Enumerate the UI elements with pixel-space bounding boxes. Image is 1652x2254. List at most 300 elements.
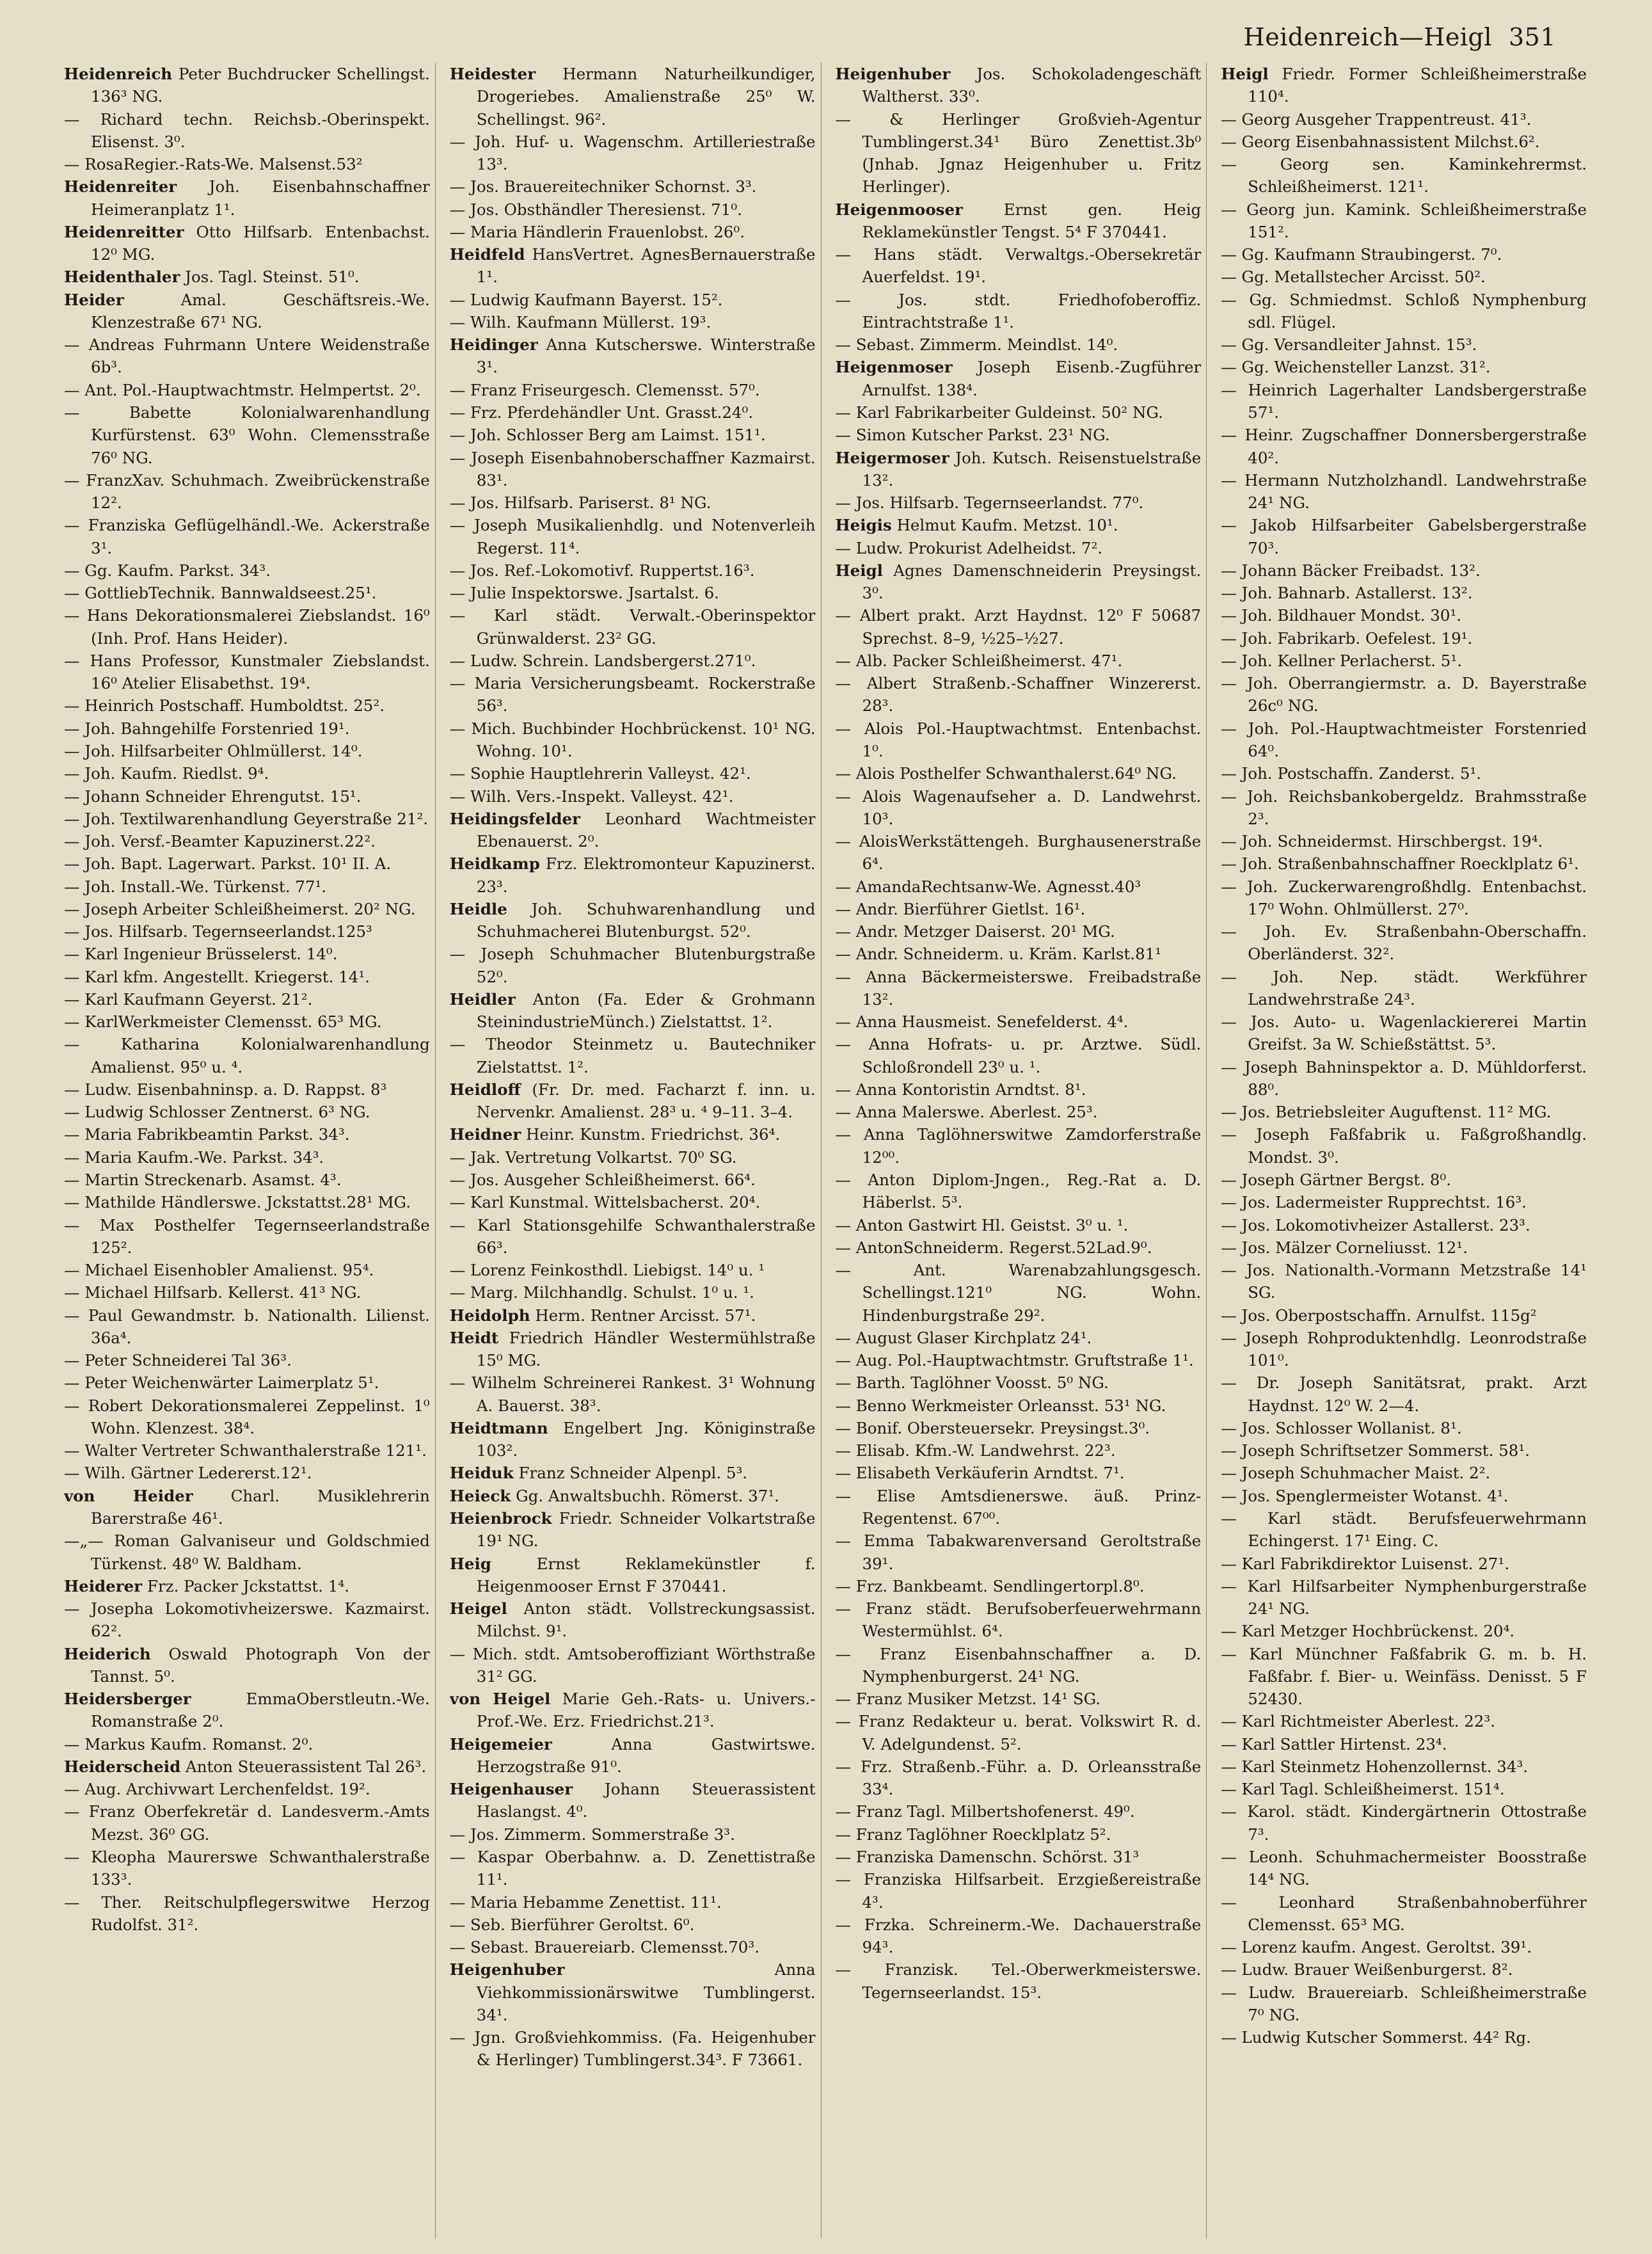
entry-surname: Heidenthaler — [64, 268, 180, 287]
directory-entry — [836, 1846, 1202, 1868]
entry-text: Joh. Eisenbahnschaffner Heimeranplatz 1¹. — [91, 177, 430, 219]
directory-entry — [836, 1439, 1202, 1462]
entry-text: — Joh. Bildhauer Mondst. 30¹. — [1221, 606, 1462, 625]
directory-entry — [450, 1146, 816, 1169]
directory-entry — [450, 1823, 816, 1846]
entry-text: — Jos. Hilfsarb. Pariserst. 8¹ NG. — [449, 493, 711, 513]
directory-entry — [64, 1371, 430, 1394]
directory-entry — [450, 1214, 816, 1259]
entry-text: — Elise Amtsdienerswe. äuß. Prinz-Regentenst. 67⁰⁰. — [835, 1486, 1202, 1528]
directory-entry — [450, 650, 816, 672]
entry-surname: von Heigel — [449, 1690, 551, 1709]
directory-entry — [836, 1958, 1202, 2004]
entry-text: — Heinrich Postschaff. Humboldtst. 25². — [64, 696, 385, 715]
directory-entry — [1221, 762, 1587, 785]
entry-text: — Ant. Pol.-Hauptwachtmstr. Helmpertst. 2⁰. — [64, 380, 421, 399]
entry-text: Ernst gen. Heig Reklamekünstler Tengst. 5⁴ F 370441. — [862, 200, 1202, 241]
entry-text: — Johann Bäcker Freibadst. 13². — [1221, 561, 1481, 580]
directory-entry — [836, 198, 1202, 244]
directory-entry — [836, 1033, 1202, 1078]
entry-text: — Joh. Kaufm. Riedlst. 9⁴. — [64, 764, 269, 783]
entry-text: — Franz Musiker Metzst. 14¹ SG. — [835, 1690, 1101, 1709]
entry-text: Frz. Packer Jckstattst. 1⁴. — [142, 1576, 350, 1595]
entry-surname: Heigenmooser — [835, 200, 963, 219]
entry-surname: von Heider — [64, 1486, 193, 1505]
directory-entry — [1221, 1417, 1587, 1439]
page-number: 351 — [1508, 23, 1556, 51]
entry-text: — Joh. Versf.-Beamter Kapuzinerst.22². — [64, 832, 376, 851]
directory-entry — [1221, 1936, 1587, 1958]
entry-text: — Jos. Nationalth.-Vormann Metzstraße 14¹ SG. — [1221, 1261, 1587, 1302]
entry-text: — Anna Hausmeist. Senefelderst. 4⁴. — [835, 1012, 1129, 1032]
entry-text: — Alois Posthelfer Schwanthalerst.64⁰ NG. — [835, 764, 1177, 783]
entry-text: — Jakob Hilfsarbeiter Gabelsbergerstraße 70³. — [1221, 516, 1587, 557]
directory-entry — [450, 2026, 816, 2072]
entry-surname: Heidle — [449, 899, 507, 918]
entry-text: — Ludw. Prokurist Adelheidst. 7². — [835, 538, 1103, 557]
entry-text: — Joseph Gärtner Bergst. 8⁰. — [1221, 1171, 1452, 1190]
entry-text: — Joh. Oberrangiermstr. a. D. Bayerstraße 26c⁰ NG. — [1221, 674, 1587, 715]
directory-entry — [1221, 198, 1587, 244]
entry-surname: Heieck — [449, 1486, 511, 1505]
directory-entry — [836, 1214, 1202, 1236]
directory-entry — [450, 243, 816, 289]
directory-entry — [64, 266, 430, 288]
entry-text: — Joh. Pol.-Hauptwachtmeister Forstenried 64⁰. — [1221, 719, 1587, 760]
entry-text: — Barth. Taglöhner Voosst. 5⁰ NG. — [835, 1373, 1109, 1393]
entry-text: — Sebast. Brauereiarb. Clemensst.70³. — [449, 1938, 759, 1957]
entry-text: — Joh. Bahnarb. Astallerst. 13². — [1221, 584, 1473, 603]
directory-entry — [836, 1371, 1202, 1394]
directory-entry — [64, 1530, 430, 1575]
entry-text: — Jos. Spenglermeister Wotanst. 4¹. — [1221, 1486, 1509, 1505]
entry-text: — Richard techn. Reichsb.-Oberinspekt. Elisenst. 3⁰. — [64, 109, 430, 151]
directory-entry — [450, 1033, 816, 1078]
entry-text: — AloisWerkstättengeh. Burghausenerstraße 6⁴. — [835, 832, 1202, 874]
directory-entry — [1221, 266, 1587, 288]
entry-text: — Marg. Milchhandlg. Schulst. 1⁰ u. ¹. — [449, 1283, 754, 1302]
entry-text: — Jos. Hilfsarb. Tegernseerlandst.125³ — [64, 922, 372, 941]
entry-text: Joseph Eisenb.-Zugführer Arnulfst. 138⁴. — [862, 358, 1202, 399]
entry-text: — Franzisk. Tel.-Oberwerkmeisterswe. Tegernseerlandst. 15³. — [835, 1960, 1202, 2002]
entry-surname: Heigenhuber — [835, 65, 951, 83]
entry-text: — Joseph Schriftsetzer Sommerst. 58¹. — [1221, 1441, 1530, 1460]
directory-entry — [836, 672, 1202, 717]
directory-entry — [836, 1462, 1202, 1484]
entry-text: Ernst Reklamekünstler f. Heigenmooser Ernst F 370441. — [476, 1554, 816, 1595]
entry-text: — Jos. Lokomotivheizer Astallerst. 23³. — [1221, 1215, 1530, 1235]
entry-text: — Johann Schneider Ehrengutst. 15¹. — [64, 787, 361, 806]
directory-entry — [450, 514, 816, 559]
directory-entry — [1221, 1981, 1587, 2027]
directory-entry — [64, 1191, 430, 1213]
entry-text: — Joh. Postschaffn. Zanderst. 5¹. — [1221, 764, 1482, 783]
entry-text: — Seb. Bierführer Geroltst. 6⁰. — [449, 1915, 695, 1934]
column-1 — [64, 63, 436, 2239]
entry-text: Frz. Elektromonteur Kapuzinerst. 23³. — [476, 854, 816, 896]
directory-entry — [64, 1733, 430, 1755]
directory-entry — [64, 63, 430, 108]
directory-entry — [836, 424, 1202, 446]
directory-entry — [64, 1395, 430, 1440]
entry-text: — Ther. Reitschulpflegerswitwe Herzog Rudolfst. 31². — [64, 1892, 430, 1934]
entry-text: — Wilh. Gärtner Ledererst.12¹. — [64, 1464, 312, 1483]
entry-text: HansVertret. AgnesBernauerstraße 1¹. — [476, 245, 816, 287]
directory-entry — [1221, 514, 1587, 559]
directory-entry — [64, 1439, 430, 1462]
directory-entry — [64, 1575, 430, 1597]
entry-text: — Karl Münchner Faßfabrik G. m. b. H. Faßfabr. f. Bier- u. Weinfäss. Denisst. 5 F 52430. — [1221, 1644, 1587, 1709]
entry-text: Friedrich Händler Westermühlstraße 15⁰ MG. — [476, 1328, 816, 1370]
entry-text: — August Glaser Kirchplatz 24¹. — [835, 1328, 1092, 1347]
entry-surname: Heienbrock — [449, 1509, 552, 1528]
entry-text: — Jos. Obsthändler Theresienst. 71⁰. — [449, 200, 742, 219]
directory-entry — [450, 424, 816, 446]
directory-entry — [836, 1327, 1202, 1349]
directory-entry — [450, 1259, 816, 1281]
entry-text: — Anton Gastwirt Hl. Geistst. 3⁰ u. ¹. — [835, 1215, 1129, 1235]
directory-entry — [1221, 108, 1587, 131]
directory-entry — [450, 1371, 816, 1417]
directory-entry — [1221, 131, 1587, 153]
entry-text: Leonhard Wachtmeister Ebenauerst. 2⁰. — [476, 809, 816, 851]
directory-entry — [450, 559, 816, 582]
entry-text: Franz Schneider Alpenpl. 5³. — [513, 1464, 748, 1483]
directory-entry — [450, 1914, 816, 1936]
directory-entry — [450, 1462, 816, 1484]
entry-surname: Heidtmann — [449, 1418, 548, 1437]
directory-entry — [450, 1778, 816, 1823]
column-3 — [836, 63, 1207, 2239]
entry-surname: Heig — [449, 1554, 491, 1573]
directory-entry — [836, 333, 1202, 356]
directory-entry — [836, 243, 1202, 289]
directory-entry — [836, 1078, 1202, 1101]
entry-surname: Heiderer — [64, 1576, 143, 1595]
directory-entry — [836, 537, 1202, 559]
directory-entry — [1221, 1485, 1587, 1507]
directory-entry — [1221, 875, 1587, 921]
entry-text: — Gg. Schmiedmst. Schloß Nymphenburg sdl. Flügel. — [1221, 290, 1587, 332]
entry-text: Joh. Kutsch. Reisenstuelstraße 13². — [862, 448, 1202, 490]
entry-text: — Jos. Zimmerm. Sommerstraße 3³. — [449, 1825, 735, 1844]
entry-text: Heinr. Kunstm. Friedrichst. 36⁴. — [521, 1125, 781, 1144]
entry-text: — Joseph Schuhmacher Blutenburgstraße 52⁰. — [449, 945, 816, 986]
entry-text: — Joh. Nep. städt. Werkführer Landwehrstraße 24³. — [1221, 967, 1587, 1009]
directory-entry — [836, 1169, 1202, 1214]
directory-entry — [64, 1123, 430, 1146]
entry-text: — AntonSchneiderm. Regerst.52Lad.9⁰. — [835, 1238, 1152, 1257]
entry-text: — RosaRegier.-Rats-We. Malsenst.53² — [64, 155, 363, 174]
entry-surname: Heigenhuber — [449, 1960, 565, 1979]
entry-text: — KarlWerkmeister Clemensst. 65³ MG. — [64, 1012, 382, 1032]
directory-entry — [450, 333, 816, 379]
entry-text: — Franz Tagl. Milbertshofenerst. 49⁰. — [835, 1802, 1135, 1821]
directory-entry — [836, 650, 1202, 672]
directory-entry — [64, 108, 430, 154]
directory-entry — [1221, 1755, 1587, 1778]
entry-surname: Heidenreitter — [64, 222, 184, 241]
entry-text: — Andr. Bierführer Gietlst. 16¹. — [835, 899, 1086, 918]
entry-surname: Heiderich — [64, 1644, 151, 1663]
entry-text: — Heinrich Lagerhalter Landsbergerstraße 57¹. — [1221, 380, 1587, 422]
entry-text: — Hans Professor, Kunstmaler Ziebslandst. 16⁰ Atelier Elisabethst. 19⁴. — [64, 651, 430, 693]
entry-text: — Anna Bäckermeisterswe. Freibadstraße 13². — [835, 967, 1202, 1009]
directory-entry — [450, 1191, 816, 1213]
entry-text: — Albert prakt. Arzt Haydnst. 12⁰ F 50687 Sprechst. 8–9, ½25–½27. — [835, 606, 1202, 648]
entry-text: — Gg. Kaufm. Parkst. 34³. — [64, 561, 271, 580]
directory-entry — [64, 1349, 430, 1371]
directory-entry — [1221, 1846, 1587, 1891]
entry-text: — Karl kfm. Angestellt. Kriegerst. 14¹. — [64, 967, 370, 986]
entry-text: — Franz Taglöhner Roecklplatz 5². — [835, 1825, 1111, 1844]
directory-entry — [1221, 1259, 1587, 1304]
directory-entry — [450, 1733, 816, 1778]
directory-entry — [64, 1597, 430, 1643]
entry-surname: Heiduk — [449, 1464, 514, 1483]
column-4 — [1221, 63, 1592, 2239]
entry-text: — Max Posthelfer Tegernseerlandstraße 125². — [64, 1215, 430, 1257]
directory-entry — [64, 762, 430, 785]
directory-entry — [1221, 1620, 1587, 1642]
entry-surname: Heigenhauser — [449, 1780, 573, 1799]
directory-entry — [1221, 1575, 1587, 1620]
directory-entry — [64, 717, 430, 740]
directory-entry — [450, 289, 816, 311]
directory-entry — [64, 153, 430, 175]
entry-text: — Joh. Hilfsarbeiter Ohlmüllerst. 14⁰. — [64, 741, 363, 760]
entry-text: — Jak. Vertretung Volkartst. 70⁰ SG. — [449, 1147, 737, 1167]
entry-text: — Jos. Mälzer Corneliusst. 12¹. — [1221, 1238, 1468, 1257]
entry-text: — Joh. Zuckerwarengroßhdlg. Entenbachst. 17⁰ Wohn. Ohlmüllerst. 27⁰. — [1221, 877, 1587, 918]
entry-text: Otto Hilfsarb. Entenbachst. 12⁰ MG. — [91, 222, 430, 264]
directory-entry — [1221, 1553, 1587, 1575]
entry-text: Gg. Anwaltsbuchh. Römerst. 37¹. — [511, 1486, 779, 1505]
entry-surname: Heigl — [835, 561, 883, 580]
entry-text: —„— Roman Galvaniseur und Goldschmied Türkenst. 48⁰ W. Baldham. — [64, 1531, 430, 1573]
entry-text: — Mich. Buchbinder Hochbrückenst. 10¹ NG. Wohng. 10¹. — [449, 719, 816, 760]
entry-text: — Franziska Geflügelhändl.-We. Ackerstraße 3¹. — [64, 516, 430, 557]
entry-text: — Ludw. Schrein. Landsbergerst.271⁰. — [449, 651, 756, 670]
directory-entry — [836, 966, 1202, 1011]
entry-surname: Heidkamp — [449, 854, 540, 874]
entry-text: Agnes Damenschneiderin Preysingst. 3⁰. — [862, 561, 1202, 603]
directory-entry — [450, 988, 816, 1034]
entry-text: Joh. Schuhwarenhandlung und Schuhmacherei Blutenburgst. 52⁰. — [476, 899, 816, 941]
entry-text: — Georg sen. Kaminkehrermst. Schleißheimerst. 121¹. — [1221, 155, 1587, 196]
entry-text: — Wilhelm Schreinerei Rankest. 3¹ Wohnung A. Bauerst. 38³. — [449, 1373, 816, 1415]
entry-text: — Paul Gewandmstr. b. Nationalth. Lilienst. 36a⁴. — [64, 1306, 430, 1347]
entry-text: Hermann Naturheilkundiger, Drogeriebes. Amalienstraße 25⁰ W. Schellingst. 96². — [476, 65, 816, 129]
directory-entry — [836, 875, 1202, 898]
directory-entry — [1221, 379, 1587, 424]
entry-text: — Karl Kunstmal. Wittelsbacherst. 20⁴. — [449, 1193, 761, 1212]
entry-text: — Karl städt. Berufsfeuerwehrmann Echingerst. 17¹ Eing. C. — [1221, 1509, 1587, 1551]
directory-entry — [1221, 2026, 1587, 2049]
entry-text: — Joh. Schlosser Berg am Laimst. 151¹. — [449, 426, 766, 445]
entry-text: — Jos. Auto- u. Wagenlackiererei Martin Greifst. 3a W. Schießstättst. 5³. — [1221, 1012, 1587, 1054]
entry-text: — Frz. Bankbeamt. Sendlingertorpl.8⁰. — [835, 1576, 1145, 1595]
directory-entry — [450, 175, 816, 198]
entry-text: — Karol. städt. Kindergärtnerin Ottostraße 7³. — [1221, 1802, 1587, 1844]
directory-entry — [450, 1281, 816, 1304]
entry-surname: Heider — [64, 290, 124, 309]
entry-text: — Katharina Kolonialwarenhandlung Amalienst. 95⁰ u. ⁴. — [64, 1035, 430, 1076]
directory-entry — [1221, 1236, 1587, 1259]
entry-text: — Mich. stdt. Amtsoberoffiziant Wörthstraße 31² GG. — [449, 1644, 816, 1686]
entry-text: — Sebast. Zimmerm. Meindlst. 14⁰. — [835, 335, 1118, 355]
directory-entry — [1221, 1778, 1587, 1800]
directory-entry — [836, 356, 1202, 401]
entry-text: — Karl städt. Verwalt.-Oberinspektor Grünwalderst. 23² GG. — [449, 606, 816, 648]
directory-entry — [64, 1214, 430, 1259]
entry-text: — Joh. Huf- u. Wagenschm. Artilleriestraße 13³. — [449, 132, 816, 174]
directory-entry — [450, 379, 816, 401]
directory-entry — [1221, 1191, 1587, 1213]
entry-text: — Ludw. Eisenbahninsp. a. D. Rappst. 8³ — [64, 1080, 387, 1099]
directory-entry — [836, 1485, 1202, 1530]
entry-text: — Joh. Bapt. Lagerwart. Parkst. 10¹ II. A. — [64, 854, 392, 874]
entry-text: — Walter Vertreter Schwanthalerstraße 121¹. — [64, 1441, 427, 1460]
directory-entry — [836, 1123, 1202, 1169]
directory-entry — [1221, 1101, 1587, 1123]
directory-entry — [1221, 153, 1587, 198]
directory-entry — [450, 311, 816, 333]
entry-text: Herm. Rentner Arcisst. 57¹. — [530, 1306, 756, 1325]
entry-text: — Joseph Bahninspektor a. D. Mühldorferst. 88⁰. — [1221, 1057, 1587, 1099]
directory-entry — [450, 1304, 816, 1327]
directory-entry — [836, 1755, 1202, 1801]
directory-entry — [836, 604, 1202, 650]
entry-text: Peter Buchdrucker Schellingst. 136³ NG. — [91, 65, 430, 106]
directory-entry — [836, 1643, 1202, 1688]
directory-entry — [1221, 1011, 1587, 1056]
entry-text: — Anton Diplom-Jngen., Reg.-Rat a. D. Häberlst. 5³. — [835, 1171, 1202, 1212]
directory-entry — [836, 63, 1202, 108]
directory-entry — [64, 650, 430, 695]
entry-text: — Anna Taglöhnerswitwe Zamdorferstraße 12⁰⁰. — [835, 1125, 1202, 1167]
directory-entry — [836, 1688, 1202, 1710]
directory-entry — [64, 559, 430, 582]
directory-entry — [1221, 1643, 1587, 1711]
directory-entry — [1221, 785, 1587, 831]
entry-surname: Heidler — [449, 989, 516, 1009]
entry-text: — Ludwig Schlosser Zentnerst. 6³ NG. — [64, 1103, 370, 1122]
directory-entry — [450, 672, 816, 717]
directory-entry — [64, 604, 430, 650]
directory-entry — [836, 1259, 1202, 1327]
directory-entry — [1221, 333, 1587, 356]
directory-entry — [836, 1395, 1202, 1417]
directory-entry — [64, 1643, 430, 1688]
entry-text: Anton städt. Vollstreckungsassist. Milchst. 9¹. — [476, 1599, 816, 1641]
entry-surname: Heidner — [449, 1125, 521, 1144]
directory-entry — [1221, 63, 1587, 108]
entry-text: — Andr. Metzger Daiserst. 20¹ MG. — [835, 922, 1115, 941]
entry-text: Amal. Geschäftsreis.-We. Klenzestraße 67¹ NG. — [91, 290, 430, 332]
entry-text: — Kaspar Oberbahnw. a. D. Zenettistraße 11¹. — [449, 1847, 816, 1889]
directory-entry — [450, 63, 816, 131]
entry-text: — Joh. Fabrikarb. Oefelest. 19¹. — [1221, 628, 1473, 648]
directory-entry — [836, 785, 1202, 831]
entry-surname: Heidfeld — [449, 245, 525, 264]
entry-text: — Karl Stationsgehilfe Schwanthalerstraße 66³. — [449, 1215, 816, 1257]
directory-entry — [64, 808, 430, 830]
entry-text: — Maria Fabrikbeamtin Parkst. 34³. — [64, 1125, 350, 1144]
directory-entry — [450, 1327, 816, 1372]
entry-text: — Karl Fabrikarbeiter Guldeinst. 50² NG. — [835, 403, 1163, 422]
entry-text: — Lorenz kaufm. Angest. Geroltst. 39¹. — [1221, 1938, 1532, 1957]
entry-text: — Maria Händlerin Frauenlobst. 26⁰. — [449, 222, 745, 241]
entry-text: — Joh. Textilwarenhandlung Geyerstraße 21². — [64, 809, 429, 828]
entry-text: Charl. Musiklehrerin Barerstraße 46¹. — [91, 1486, 430, 1528]
entry-text: — Joh. Ev. Straßenbahn-Oberschaffn. Oberländerst. 32². — [1221, 922, 1587, 964]
entry-surname: Heidersberger — [64, 1690, 191, 1709]
directory-entry — [450, 1958, 816, 2026]
directory-entry — [836, 1011, 1202, 1033]
entry-text: — Andr. Schneiderm. u. Kräm. Karlst.81¹ — [835, 945, 1162, 964]
entry-text: — Lorenz Feinkosthdl. Liebigst. 14⁰ u. ¹ — [449, 1261, 765, 1280]
directory-entry — [450, 1078, 816, 1124]
directory-entry — [450, 1123, 816, 1146]
entry-text: — Jos. stdt. Friedhofoberoffiz. Eintrachtstraße 1¹. — [835, 290, 1202, 332]
entry-text: — AmandaRechtsanw-We. Agnesst.40³ — [835, 877, 1141, 896]
entry-surname: Heigel — [449, 1599, 507, 1619]
directory-entry — [836, 1914, 1202, 1959]
directory-entry — [836, 401, 1202, 424]
entry-text: — Babette Kolonialwarenhandlung Kurfürstenst. 63⁰ Wohn. Clemensstraße 76⁰ NG. — [64, 403, 430, 467]
directory-entry — [450, 852, 816, 898]
directory-entry — [836, 1800, 1202, 1823]
entry-text: — Joh. Kellner Perlacherst. 5¹. — [1221, 651, 1462, 670]
directory-entry — [836, 1530, 1202, 1575]
entry-text: — Gg. Kaufmann Straubingerst. 7⁰. — [1221, 245, 1502, 264]
directory-entry — [836, 830, 1202, 875]
entry-text: — Alois Pol.-Hauptwachtmst. Entenbachst. 1⁰. — [835, 719, 1202, 760]
directory-entry — [1221, 1710, 1587, 1732]
entry-text: — Ludwig Kaufmann Bayerst. 15². — [449, 290, 723, 309]
entry-text: Oswald Photograph Von der Tannst. 5⁰. — [91, 1644, 430, 1686]
directory-entry — [450, 1485, 816, 1507]
directory-entry — [836, 559, 1202, 605]
directory-entry — [836, 1868, 1202, 1914]
directory-entry — [450, 1643, 816, 1688]
entry-text: — Alb. Packer Schleißheimerst. 47¹. — [835, 651, 1123, 670]
entry-surname: Heidenreiter — [64, 177, 177, 196]
directory-entry — [64, 1846, 430, 1891]
directory-entry — [64, 875, 430, 898]
directory-entry — [836, 289, 1202, 334]
entry-text: — Hans Dekorationsmalerei Ziebslandst. 16⁰ (Inh. Prof. Hans Heider). — [64, 606, 430, 648]
entry-text: — Elisab. Kfm.-W. Landwehrst. 22³. — [835, 1441, 1116, 1460]
entry-text: — Andreas Fuhrmann Untere Weidenstraße 6b³. — [64, 335, 430, 377]
directory-entry — [836, 898, 1202, 920]
entry-surname: Heidingsfelder — [449, 809, 581, 828]
directory-entry — [450, 198, 816, 221]
entry-text: — Peter Schneiderei Tal 36³. — [64, 1351, 292, 1370]
entry-surname: Heidolph — [449, 1306, 530, 1325]
entry-text: Friedr. Schneider Volkartstraße 19¹ NG. — [476, 1509, 816, 1551]
entry-text: — Joh. Install.-We. Türkenst. 77¹. — [64, 877, 327, 896]
entry-text: — Jos. Betriebsleiter Auguftenst. 11² MG. — [1221, 1103, 1552, 1122]
directory-entry — [450, 221, 816, 243]
entry-text: — Leonhard Straßenbahnoberführer Clemensst. 65³ MG. — [1221, 1892, 1587, 1934]
entry-surname: Heigis — [835, 516, 892, 535]
directory-entry — [450, 762, 816, 785]
entry-text: — Anna Kontoristin Arndtst. 8¹. — [835, 1080, 1086, 1099]
directory-entry — [836, 1823, 1202, 1846]
entry-text: — Aug. Pol.-Hauptwachtmstr. Gruftstraße 1¹. — [835, 1351, 1194, 1370]
